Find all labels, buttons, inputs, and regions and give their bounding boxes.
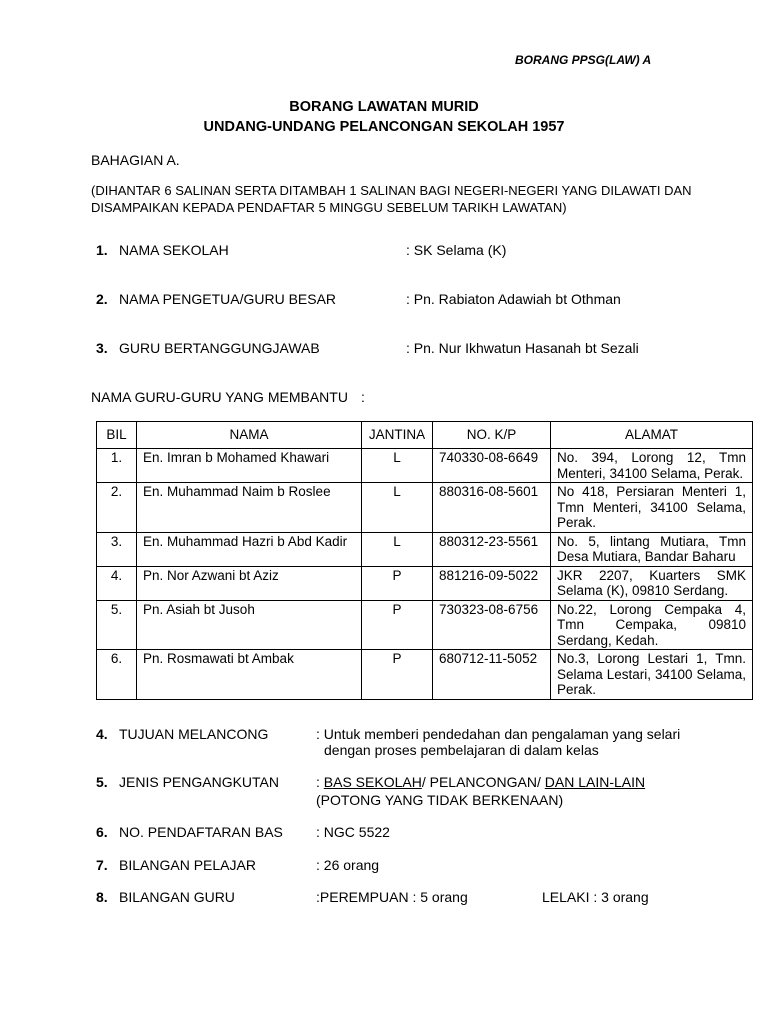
responsible-teacher-label: GURU BERTANGGUNGJAWAB: [119, 340, 320, 356]
bus-registration-label: NO. PENDAFTARAN BAS: [119, 824, 283, 840]
school-name-value: : SK Selama (K): [406, 242, 507, 258]
teacher-name: En. Muhammad Naim b Roslee: [137, 483, 362, 533]
teacher-name: Pn. Asiah bt Jusoh: [137, 600, 362, 650]
teacher-ic: 680712-11-5052: [433, 650, 551, 700]
table-header-row: [97, 422, 753, 449]
document-subtitle: UNDANG-UNDANG PELANCONGAN SEKOLAH 1957: [203, 119, 565, 135]
item-number: 1.: [96, 242, 108, 258]
item-number: 3.: [96, 340, 108, 356]
row-number: 5.: [97, 600, 137, 650]
helpers-label: NAMA GURU-GURU YANG MEMBANTU: [91, 389, 348, 405]
teacher-name: Pn. Rosmawati bt Ambak: [137, 650, 362, 700]
submission-note-line2: DISAMPAIKAN KEPADA PENDAFTAR 5 MINGGU SEBELUM TARIKH LAWATAN): [91, 200, 567, 215]
teacher-gender: P: [362, 566, 433, 600]
document-title: BORANG LAWATAN MURID: [289, 99, 479, 115]
table-row: [97, 650, 753, 700]
table-row: [97, 600, 753, 650]
row-number: 6.: [97, 650, 137, 700]
item-number: 6.: [96, 824, 108, 840]
helpers-colon: :: [361, 389, 365, 405]
trip-purpose-label: TUJUAN MELANCONG: [119, 726, 269, 742]
teacher-name: En. Imran b Mohamed Khawari: [137, 449, 362, 483]
teacher-address: No.22, Lorong Cempaka 4, Tmn Cempaka, 09810 Serdang, Kedah.: [551, 600, 753, 650]
col-header-nokp: NO. K/P: [433, 422, 551, 449]
teacher-address: JKR 2207, Kuarters SMK Selama (K), 09810 Serdang.: [551, 566, 753, 600]
school-name-label: NAMA SEKOLAH: [119, 242, 229, 258]
transport-type-value: [316, 774, 645, 790]
teacher-ic: 880312-23-5561: [433, 532, 551, 566]
helpers-table: [96, 421, 753, 700]
teacher-address: No 418, Persiaran Menteri 1, Tmn Menteri, 34100 Selama, Perak.: [551, 483, 753, 533]
teacher-count-label: BILANGAN GURU: [119, 889, 235, 905]
teacher-gender: L: [362, 532, 433, 566]
transport-option-tour: / PELANCONGAN/: [421, 774, 545, 790]
item-number: 2.: [96, 291, 108, 307]
submission-note-line1: (DIHANTAR 6 SALINAN SERTA DITAMBAH 1 SALINAN BAGI NEGERI-NEGERI YANG DILAWATI DAN: [91, 183, 692, 198]
principal-value: : Pn. Rabiaton Adawiah bt Othman: [406, 291, 621, 307]
female-teacher-count: :PEREMPUAN : 5 orang: [316, 889, 468, 905]
table-row: [97, 449, 753, 483]
student-count-value: : 26 orang: [316, 857, 380, 873]
table-row: [97, 532, 753, 566]
row-number: 2.: [97, 483, 137, 533]
teacher-ic: 880316-08-5601: [433, 483, 551, 533]
principal-label: NAMA PENGETUA/GURU BESAR: [119, 291, 337, 307]
bus-registration-value: : NGC 5522: [316, 824, 390, 840]
table-row: [97, 566, 753, 600]
student-count-label: BILANGAN PELAJAR: [119, 857, 256, 873]
col-header-jantina: JANTINA: [362, 422, 433, 449]
teacher-gender: L: [362, 449, 433, 483]
teacher-name: Pn. Nor Azwani bt Aziz: [137, 566, 362, 600]
row-number: 1.: [97, 449, 137, 483]
table-row: [97, 483, 753, 533]
teacher-ic: 730323-08-6756: [433, 600, 551, 650]
section-heading: BAHAGIAN A.: [91, 152, 180, 168]
responsible-teacher-value: : Pn. Nur Ikhwatun Hasanah bt Sezali: [406, 340, 639, 356]
teacher-gender: L: [362, 483, 433, 533]
transport-type-label: JENIS PENGANGKUTAN: [119, 774, 279, 790]
trip-purpose-value-line1: : Untuk memberi pendedahan dan pengalaman yang selari: [316, 726, 681, 742]
teacher-address: No. 394, Lorong 12, Tmn Menteri, 34100 Selama, Perak.: [551, 449, 753, 483]
item-number: 5.: [96, 774, 108, 790]
col-header-bil: BIL: [97, 422, 137, 449]
item-number: 4.: [96, 726, 108, 742]
form-code: BORANG PPSG(LAW) A: [515, 53, 652, 67]
teacher-gender: P: [362, 650, 433, 700]
male-teacher-count: LELAKI : 3 orang: [542, 889, 649, 905]
teacher-name: En. Muhammad Hazri b Abd Kadir: [137, 532, 362, 566]
transport-option-others: DAN LAIN-LAIN: [544, 774, 646, 790]
trip-purpose-value-line2: dengan proses pembelajaran di dalam kelas: [324, 742, 599, 758]
teacher-gender: P: [362, 600, 433, 650]
col-header-alamat: ALAMAT: [551, 422, 753, 449]
teacher-ic: 740330-08-6649: [433, 449, 551, 483]
row-number: 3.: [97, 532, 137, 566]
row-number: 4.: [97, 566, 137, 600]
col-header-nama: NAMA: [137, 422, 362, 449]
teacher-address: No.3, Lorong Lestari 1, Tmn. Selama Lestari, 34100 Selama, Perak.: [551, 650, 753, 700]
transport-option-school-bus: BAS SEKOLAH: [323, 774, 422, 790]
teacher-ic: 881216-09-5022: [433, 566, 551, 600]
submission-note: [91, 182, 731, 216]
transport-colon: :: [316, 774, 324, 790]
transport-type-note: (POTONG YANG TIDAK BERKENAAN): [316, 792, 564, 808]
item-number: 7.: [96, 857, 108, 873]
teacher-address: No. 5, lintang Mutiara, Tmn Desa Mutiara, Bandar Baharu: [551, 532, 753, 566]
item-number: 8.: [96, 889, 108, 905]
